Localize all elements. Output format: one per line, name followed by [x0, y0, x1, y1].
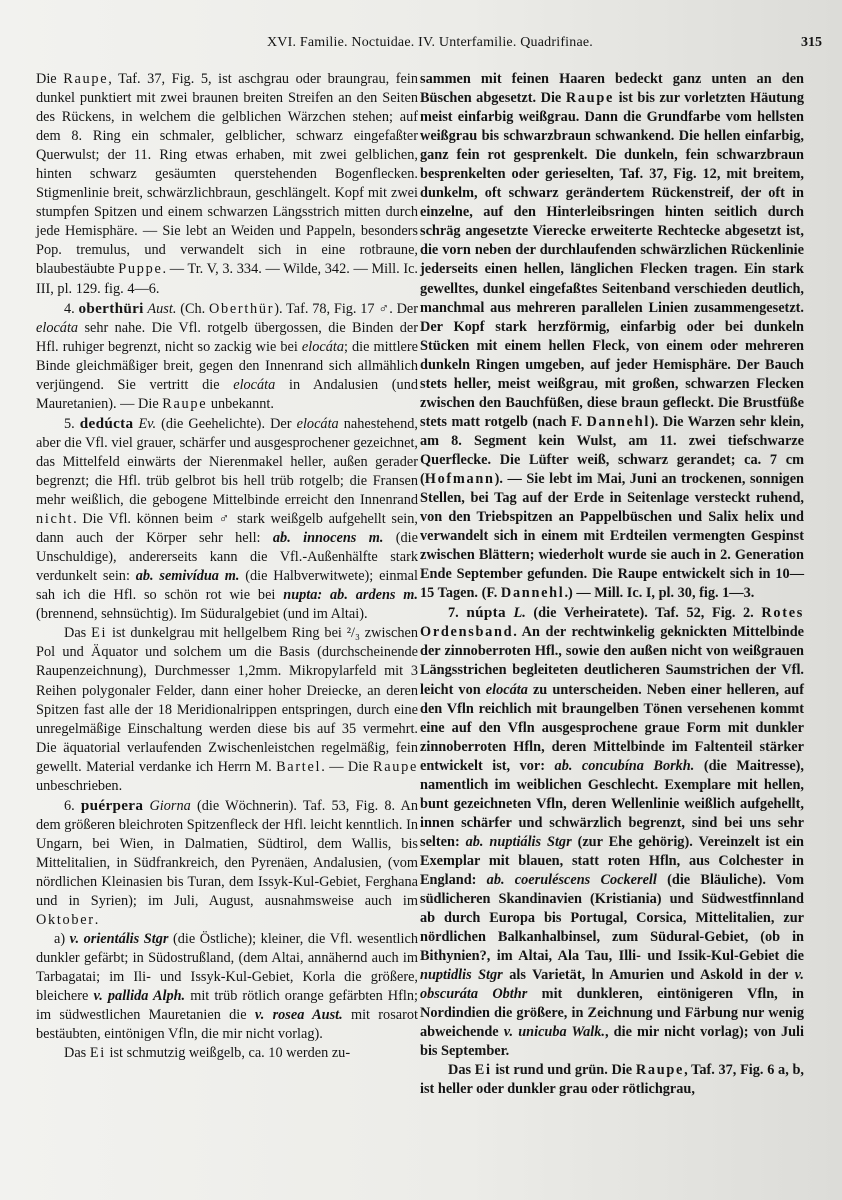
species-name: puérpera	[80, 796, 144, 814]
running-title: XVI. Familie. Noctuidae. IV. Unterfamilie. Quadrifinae.	[266, 35, 594, 50]
right-column	[420, 70, 804, 1100]
species-entry-puerpera: 6. puérpera Giorna (die Wöchnerin). Taf. 53, Fig. 8. An dem größeren bleichroten Spitzenfleck der Hfl. leicht kenntlich. In Ungarn, bei Wien, in Dalmatien, Südtirol, dem Wallis, bis Mittelitalien, in Südfrankreich, den Pyrenäen, Andalusien, (vom nördlichen Kleinasien bis Turan, dem Issyk-Kul-Gebiet, Ferghana und in Syrien); im Juli, August, ausnahmsweise auch im Oktober.	[36, 796, 419, 929]
running-header	[30, 34, 830, 58]
species-name: dedúcta	[79, 414, 134, 432]
left-column	[36, 70, 418, 1063]
paragraph-ei-puerpera: Das Ei ist schmutzig weißgelb, ca. 10 werden zu-	[64, 1045, 351, 1062]
paragraph-ei-nupta: Das Ei ist rund und grün. Die Raupe, Taf. 37, Fig. 6 a, b, ist heller oder dunkler grau oder rötlichgrau,	[420, 1062, 804, 1098]
paragraph-ei-deducta: Das Ei ist dunkelgrau mit hellgelbem Ring bei ²/₃ zwischen Pol und Äquator und solchem um die Basis (durchscheinende Raupenzeichnung), Durchmesser 1,2mm. Mikropylarfeld mit 3 Reihen polygonaler Felder, dann einer hoher Dreiecke, an deren Spitzen fast alle der 18 Meridionalrippen entspringen, durch eine unregelmäßige Einschaltung werden diese bis auf 35 vermehrt. Die äquatorial verlaufenden Zwischenleistchen regelmäßig, fein gewellt. Material verdanke ich Herrn M. Bartel. — Die Raupe unbeschrieben.	[36, 625, 418, 794]
species-name: núpta	[466, 604, 506, 622]
species-entry-deducta: 5. dedúcta Ev. (die Geehelichte). Der elocáta nahestehend, aber die Vfl. viel grauer, schärfer und ausgesprochener gezeichnet, das Mittelfeld einwärts der Nierenmakel heller, außen gerader begrenzt; die Hfl. trüb gelbrot bis hell trüb rotgelb; die Fransen mehr weißlich, die gebogene Mittelbinde erreicht den Innenrand nicht. Die Vfl. können beim ♂ stark weißgelb aufgehellt sein, dann auch der Körper sehr hell: ab. innocens m. (die Unschuldige), andererseits kann die Vfl.-Außenhälfte stark verdunkelt sein: ab. semivídua m. (die Halbverwitwete); einmal sah ich die Hfl. so schön rot wie bei nupta: ab. ardens m. (brennend, sehnsüchtig). Im Süduralgebiet (und im Altai).	[36, 414, 419, 623]
species-entry-nupta: 7. núpta L. (die Verheiratete). Taf. 52, Fig. 2. Rotes Ordensband. An der rechtwinkelig geknickten Mittelbinde der zinnoberroten Hfl., sowie den außen nicht von weißgrauen Längsstrichen begleiteten deutlicheren Saumstrichen der Vfl. leicht von elocáta zu unterscheiden. Neben einer helleren, auf den Vfln reichlich mit braungelben Tönen versehenen kommt eine auf den Vfln ausgesprochene graue Form mit dunkler zinnoberroten Hfln, deren Mittelbinde im Faltenteil stärker entwickelt ist, vor: ab. concubína Borkh. (die Maitresse), namentlich im weiblichen Geschlecht. Exemplare mit hellen, bunt gezeichneten Vfln, deren Wellenlinie weißlich aufgehellt, innen schärfer und schwärzlich begrenzt, sind bei uns sehr selten: ab. nuptiális Stgr (zur Ehe gehörig). Vereinzelt ist ein Exemplar mit blauen, statt roten Hfln, aus Colchester in England: ab. coeruléscens Cockerell (die Bläuliche). Vom südlicheren Skandinavien (Kristiania) und Südwestfinnland ab durch Europa bis Portugal, Corsica, Mittelitalien, zur nördlichen Balkanhalbinsel, zum Südural-Gebiet, (ob in Bithynien?, im Altai, Ala Tau, Illi- und Issik-Kul-Gebiet die nuptidlis Stgr als Varietät, ln Amurien und Askold in der v. obscuráta Obthr mit dunkleren, eintönigeren Vfln, in Nordindien die größere, in Zeichnung und Färbung nur wenig abweichende v. unicuba Walk., die mir nicht vorlag); von Juli bis September.	[420, 604, 805, 1060]
paragraph-raupe-description: Die Raupe, Taf. 37, Fig. 5, ist aschgrau oder braungrau, fein dunkel punktiert mit zwei braunen breiten Streifen an den Seiten des Rückens, in welchem die gelblichen Wärzchen stehen; auf dem 8. Ring ein schmaler, gelblicher, schwarz eingefaßter Querwulst; der 11. Ring etwas erhaben, mit zwei gelblichen, hinten schwarz gesäumten querstehenden Bogenflecken. Stigmenlinie breit, schwärzlichbraun, geschlängelt. Kopf mit zwei stumpfen Spitzen und einem schwarzen Längsstrich mitten durch jede Hemisphäre. — Sie lebt an Weiden und Pappeln, besonders Pop. tremulus, und verwandelt sich in eine rotbraune, blaubestäubte Puppe. — Tr. V, 3. 334. — Wilde, 342. — Mill. Ic. III, pl. 129. fig. 4—6.	[36, 71, 418, 297]
species-name: oberthüri	[78, 299, 144, 317]
page-number: 315	[801, 35, 822, 50]
variety-list-puerpera: a) v. orientális Stgr (die Östliche); kleiner, die Vfl. wesentlich dunkler gefärbt; in Südostrußland, (dem Altai, annähernd auch im Tarbagatai; im Ili- und Issyk-Kul-Gebiet, Korla die größere, bleichere v. pallida Alph. mit trüb rötlich orange gefärbten Hfln; im südwestlichen Mauretanien die v. rosea Aust. mit rosarot bestäubten, eintönigen Vfln, die mir nicht vorlag).	[36, 931, 419, 1043]
paragraph-raupe-puerpera: sammen mit feinen Haaren bedeckt ganz unten an den Büschen abgesetzt. Die Raupe ist bis zur vorletzten Häutung meist einfarbig weißgrau. Dann die Grundfarbe vom hellsten weißgrau bis schwarzbraun schwankend. Die hellen einfarbig, ganz fein rot gesprenkelt. Die dunkeln, fein schwarzbraun besprenkelten oder gerieselten, Taf. 37, Fig. 12, mit breitem, dunkelm, oft schwarz gerändertem Rückenstreif, der oft in einzelne, auf den Hinterleibsringen hinten seitlich durch schräg angesetzte Vierecke erweiterte Rechtecke abgesetzt ist, die vorn neben der durchlaufenden schwärzlichen Rückenlinie jederseits einen hellen, länglichen Flecken tragen. Ein stark gewelltes, dunkel eingefaßtes Seitenband verschieden deutlich, manchmal aus mehreren parallelen Linien zusammengesetzt. Der Kopf stark herzförmig, einfarbig oder bei dunkeln Stücken mit einem hellen Fleck, von einem oder mehreren dunkeln Ringen umgeben, auf jeder Hemisphäre. Der Bauch stets heller, meist weißgrau, mit großen, schwarzen Flecken zwischen den Bauchfüßen, diese braun gefleckt. Die Brustfüße stets matt rotgelb (nach F. Dannehl). Die Warzen sehr klein, am 8. Segment kein Wulst, am 11. zwei tiefschwarze Querflecke. Die Lüfter weiß, schwarz gerandet; ca. 7 cm (Hofmann). — Sie lebt im Mai, Juni an trockenen, sonnigen Stellen, bei Tag auf der Erde in Seitenlage versteckt ruhend, von den Triebspitzen an Pappelbüschen und Salix helix und verwandelt sich in einem mit Erdteilen vermengten Gespinst zwischen Blättern; wiederholt wurde sie auch in 2. Generation Ende September gefunden. Die Raupe entwickelt sich in 10—15 Tagen. (F. Dannehl.) — Mill. Ic. I, pl. 30, fig. 1—3.	[420, 71, 804, 602]
species-entry-oberthueri: 4. oberthüri Aust. (Ch. Oberthür). Taf. 78, Fig. 17 ♂. Der elocáta sehr nahe. Die Vfl. rotgelb übergossen, die Binden der Hfl. ruhiger begrenzt, nicht so zackig wie bei elocáta; die mittlere Binde gleichmäßiger breit, gegen den Innenrand sich allmählich verjüngend. Sie vertritt die elocáta in Andalusien (und Mauretanien). — Die Raupe unbekannt.	[36, 299, 419, 412]
